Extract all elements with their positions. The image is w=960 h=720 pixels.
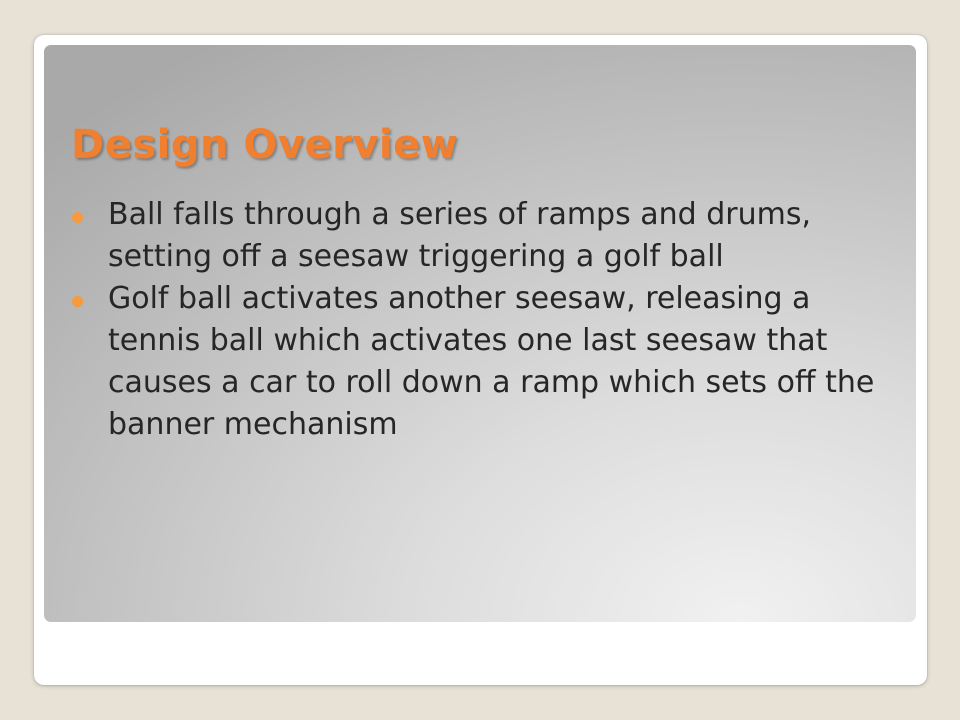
slide-panel [44,45,916,622]
bullet-item [72,278,902,446]
bullet-text: Ball falls through a series of ramps and drums, setting off a seesaw triggering a golf ball [108,197,812,274]
bullet-item [72,194,902,278]
bullet-list [72,194,902,446]
bullet-marker-icon [72,212,83,223]
bullet-text: Golf ball activates another seesaw, releasing a tennis ball which activates one last seesaw that causes a car to roll down a ramp which sets off the banner mechanism [108,281,875,442]
slide-card [34,35,927,685]
slide-title: Design Overview [71,122,459,168]
bullet-marker-icon [72,296,83,307]
